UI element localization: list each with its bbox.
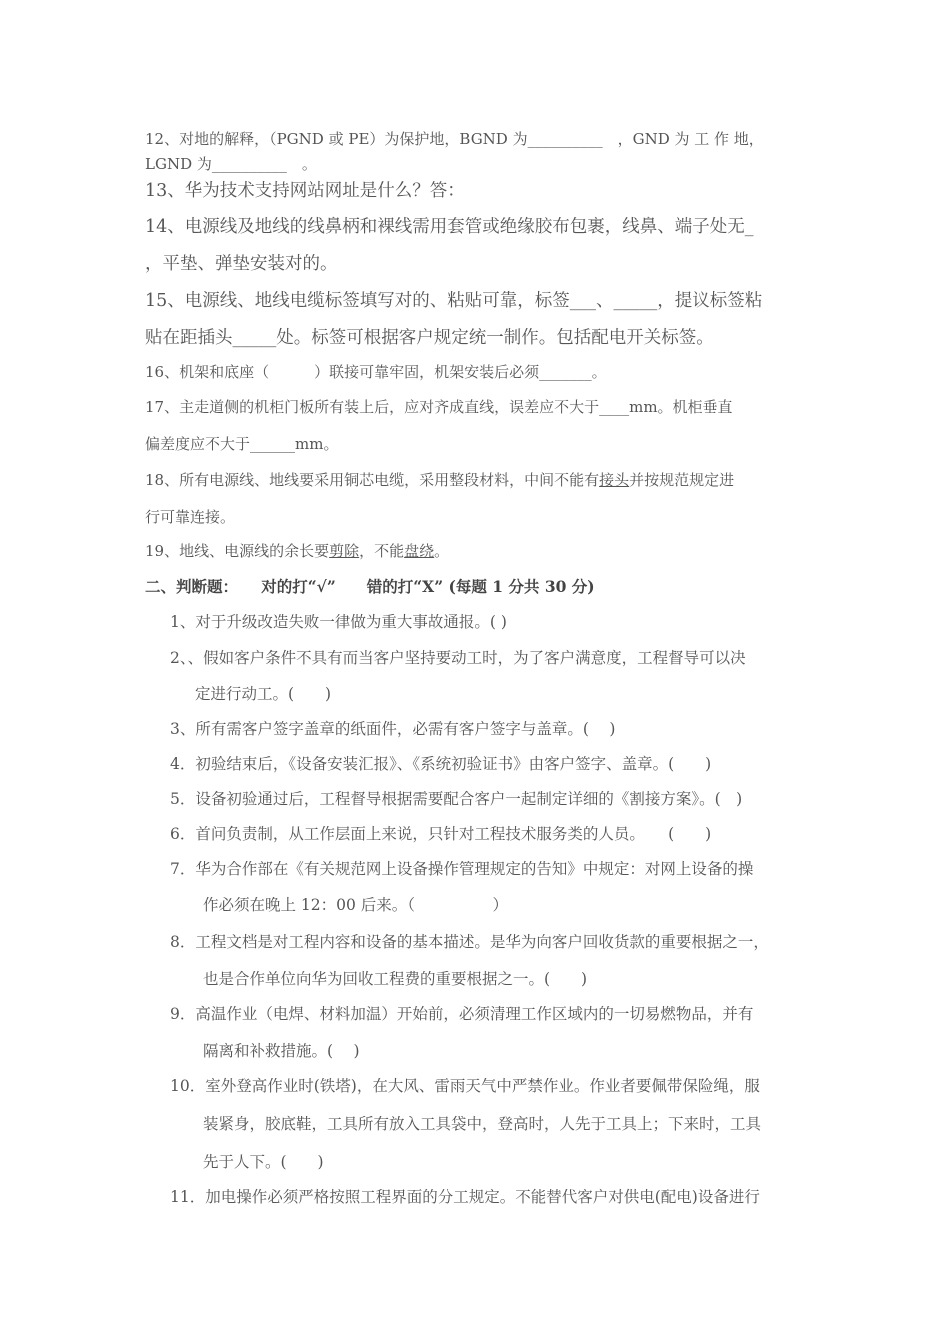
judge-item: 7．华为合作部在《有关规范网上设备操作管理规定的告知》中规定：对网上设备的操 [170, 860, 754, 878]
judge-item: 5．设备初验通过后，工程督导根据需要配合客户一起制定详细的《割接方案》。( ) [170, 790, 743, 808]
judge-item: 3、所有需客户签字盖章的纸面件，必需有客户签字与盖章。( ) [170, 720, 616, 738]
q13-line: 13、华为技术支持网站网址是什么？答： [145, 181, 465, 201]
judge-item: 10．室外登高作业时(铁塔)，在大风、雷雨天气中严禁作业。作业者要佩带保险绳，服 [170, 1077, 760, 1095]
judge-item: 4．初验结束后，《设备安装汇报》、《系统初验证书》由客户签字、盖章。( ) [170, 755, 712, 773]
q19-text-mid: ，不能 [359, 542, 405, 560]
q19-underlined-1: 剪除 [329, 542, 360, 560]
q14-line1: 14、电源线及地线的线鼻柄和裸线需用套管或绝缘胶布包裹，线鼻、端子处无_ [145, 217, 754, 237]
q12-line1: 12、对地的解释，（PGND 或 PE）为保护地，BGND 为__________ ，GND 为 工 作 地， [145, 130, 764, 148]
q18-text-before: 18、所有电源线、地线要采用铜芯电缆，采用整段材料，中间不能有 [145, 471, 600, 489]
q18-underlined: 接头 [599, 471, 630, 489]
judge-item-cont: 装紧身，胶底鞋，工具所有放入工具袋中，登高时，人先于工具上；下来时，工具 [203, 1115, 762, 1133]
judge-item: 8．工程文档是对工程内容和设备的基本描述。是华为向客户回收货款的重要根据之一， [170, 933, 769, 951]
q17-line2: 偏差度应不大于______mm。 [145, 435, 339, 453]
judge-item-cont: 先于人下。( ) [203, 1153, 324, 1171]
judge-item-cont: 隔离和补救措施。( ) [203, 1042, 360, 1060]
q14-line2: ，平垫、弹垫安装对的。 [145, 254, 338, 274]
q19-line [145, 540, 449, 561]
section-2-heading: 二、判断题： 对的打“√” 错的打“X” (每题 1 分共 30 分) [145, 577, 595, 596]
q12-line2: LGND 为__________ 。 [145, 155, 317, 173]
q15-line2: 贴在距插头_____处。标签可根据客户规定统一制作。包括配电开关标签。 [145, 328, 714, 348]
q19-text-after: 。 [434, 542, 450, 560]
q18-line2: 行可靠连接。 [145, 508, 236, 526]
q19-text-before: 19、地线、电源线的余长要 [145, 542, 330, 560]
q17-line1: 17、主走道侧的机柜门板所有装上后，应对齐成直线，误差应不大于____mm。机柜垂直 [145, 398, 733, 416]
judge-item: 2、、假如客户条件不具有而当客户坚持要动工时，为了客户满意度，工程督导可以决 [170, 649, 746, 667]
judge-item: 6．首问负责制，从工作层面上来说，只针对工程技术服务类的人员。 ( ) [170, 825, 712, 843]
judge-item-cont: 也是合作单位向华为回收工程费的重要根据之一。( ) [203, 970, 588, 988]
q18-line1 [145, 469, 734, 490]
q16-line: 16、机架和底座（ ）联接可靠牢固，机架安装后必须_______。 [145, 363, 607, 381]
judge-item: 1、对于升级改造失败一律做为重大事故通报。( ) [170, 613, 507, 631]
judge-item: 9．高温作业（电焊、材料加温）开始前，必须清理工作区域内的一切易燃物品，并有 [170, 1005, 754, 1023]
judge-item: 11．加电操作必须严格按照工程界面的分工规定。不能替代客户对供电(配电)设备进行 [170, 1188, 760, 1206]
judge-item-cont: 定进行动工。( ) [195, 685, 332, 703]
judge-item-cont: 作必须在晚上 12：00 后来。（ ） [203, 896, 509, 914]
q18-text-after: 并按规范规定进 [629, 471, 735, 489]
q15-line1: 15、电源线、地线电缆标签填写对的、粘贴可靠，标签___、_____，提议标签粘 [145, 291, 763, 311]
q19-underlined-2: 盘绕 [404, 542, 435, 560]
